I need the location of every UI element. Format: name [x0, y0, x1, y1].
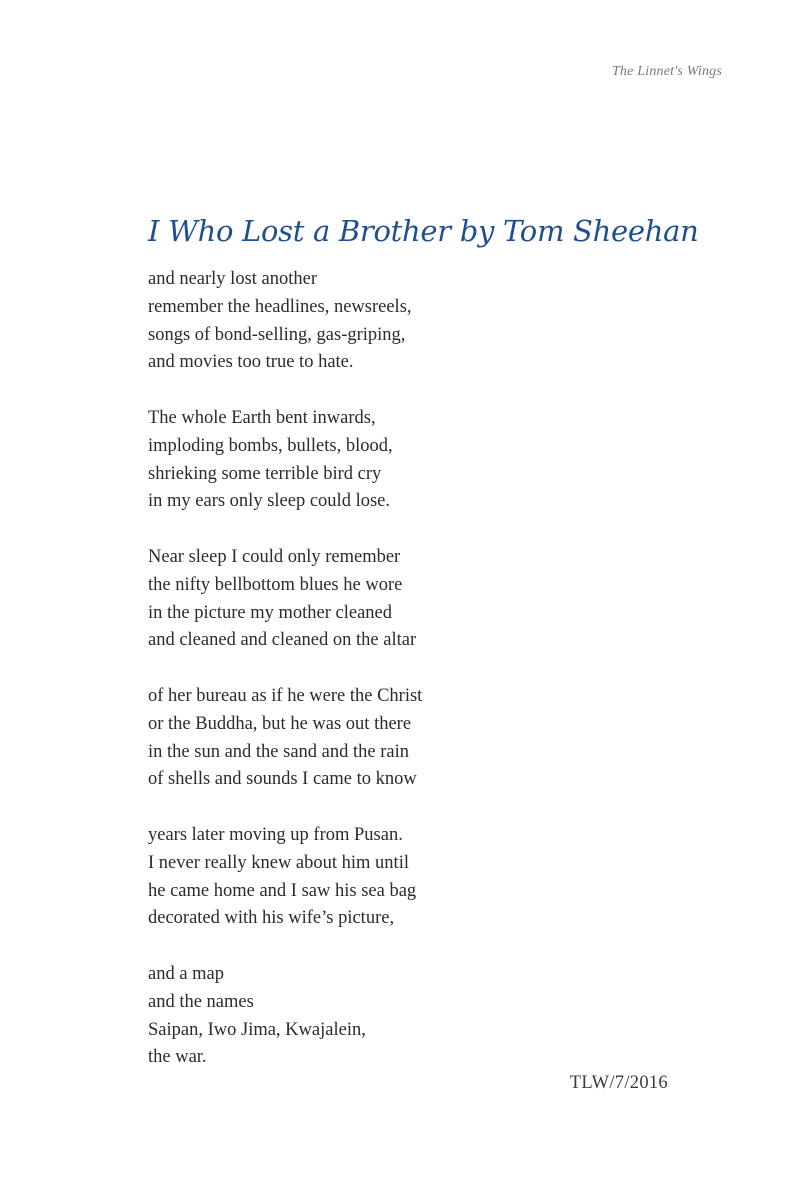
poem-line: decorated with his wife’s picture, — [148, 908, 395, 929]
poem-line: and nearly lost another — [148, 269, 318, 289]
poem-line: and a map — [148, 963, 225, 984]
poem-line: and the names — [148, 991, 254, 1012]
publication-header: The Linnet's Wings — [611, 64, 722, 79]
poem-line: the war. — [148, 1047, 207, 1068]
poem-line: songs of bond-selling, gas-griping, — [148, 324, 406, 345]
poem-line: of shells and sounds I came to know — [148, 769, 417, 790]
poem-line: in the sun and the sand and the rain — [148, 741, 409, 762]
poem-line: in the picture my mother cleaned — [148, 602, 393, 623]
poem-title: I Who Lost a Brother by Tom Sheehan — [148, 214, 699, 248]
dateline: TLW/7/2016 — [569, 1073, 668, 1093]
poem-line: the nifty bellbottom blues he wore — [148, 574, 403, 595]
poem-line: I never really knew about him until — [148, 852, 409, 873]
poem-line: imploding bombs, bullets, blood, — [148, 435, 393, 456]
poem-line: in my ears only sleep could lose. — [148, 491, 390, 512]
poem-line: and movies too true to hate. — [148, 352, 354, 373]
poem-line: and cleaned and cleaned on the altar — [148, 630, 417, 651]
poem-line: Near sleep I could only remember — [148, 546, 401, 567]
stanza — [148, 961, 708, 1072]
poem-line: shrieking some terrible bird cry — [148, 463, 382, 484]
poem-line: Saipan, Iwo Jima, Kwajalein, — [148, 1019, 366, 1040]
poem-line: years later moving up from Pusan. — [148, 824, 403, 845]
poem-line: remember the headlines, newsreels, — [148, 296, 412, 317]
stanza — [148, 822, 708, 933]
poem-body — [148, 266, 708, 1072]
poem-line: he came home and I saw his sea bag — [148, 880, 417, 901]
poem-line: of her bureau as if he were the Christ — [148, 685, 423, 706]
stanza — [148, 683, 708, 794]
stanza — [148, 405, 708, 516]
poem-line: or the Buddha, but he was out there — [148, 713, 412, 734]
poem-line: The whole Earth bent inwards, — [148, 407, 376, 428]
stanza — [148, 544, 708, 655]
stanza — [148, 266, 708, 377]
